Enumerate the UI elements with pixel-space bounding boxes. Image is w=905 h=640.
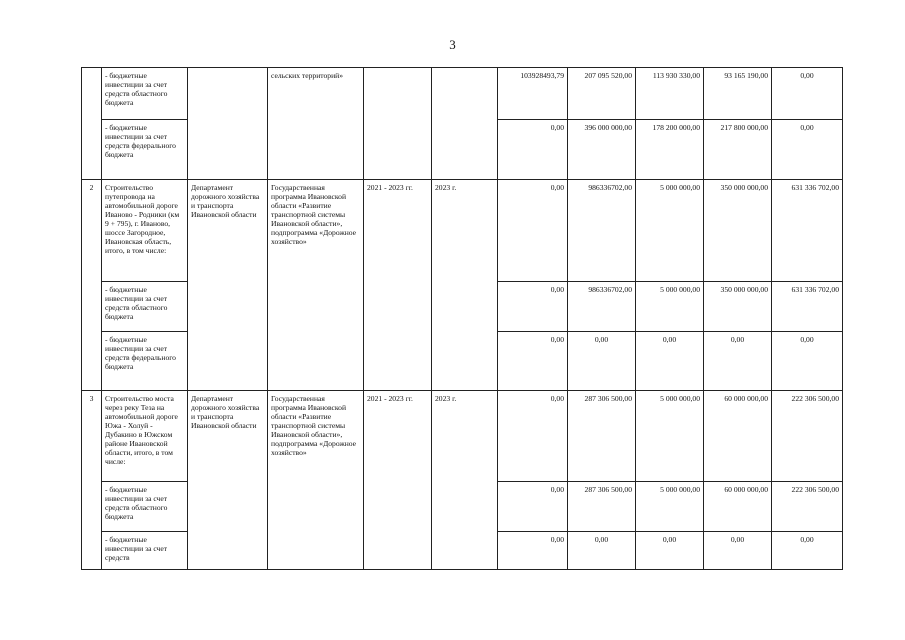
value-cell: 93 165 190,00 [704, 68, 772, 120]
value-cell: 113 930 330,00 [636, 68, 704, 120]
value-cell: 986336702,00 [568, 180, 636, 282]
row-label: - бюджетные инвестиции за счет средств областного бюджета [102, 482, 188, 532]
value-cell: 350 000 000,00 [704, 282, 772, 332]
department-cell: Департамент дорожного хозяйства и транспорта Ивановской области [188, 391, 268, 570]
row-number: 2 [82, 180, 102, 391]
row-number [82, 68, 102, 180]
value-cell: 5 000 000,00 [636, 180, 704, 282]
value-cell: 396 000 000,00 [568, 120, 636, 180]
department-cell: Департамент дорожного хозяйства и транспорта Ивановской области [188, 180, 268, 391]
period-cell: 2021 - 2023 гг. [364, 180, 432, 391]
value-cell: 0,00 [498, 532, 568, 570]
value-cell: 222 306 500,00 [772, 391, 843, 482]
value-cell: 0,00 [568, 332, 636, 391]
value-cell: 222 306 500,00 [772, 482, 843, 532]
value-cell: 287 306 500,00 [568, 482, 636, 532]
value-cell: 0,00 [498, 482, 568, 532]
page-number: 3 [449, 37, 456, 52]
value-cell: 0,00 [498, 120, 568, 180]
value-cell: 217 800 000,00 [704, 120, 772, 180]
value-cell: 0,00 [568, 532, 636, 570]
value-cell: 0,00 [772, 332, 843, 391]
value-cell: 0,00 [772, 532, 843, 570]
value-cell: 0,00 [498, 332, 568, 391]
year-cell [432, 68, 498, 180]
value-cell: 287 306 500,00 [568, 391, 636, 482]
value-cell: 350 000 000,00 [704, 180, 772, 282]
row-label: Строительство путепровода на автомобильной дороге Иваново - Родники (км 9 + 795), г. Иваново, шоссе Загородное, Ивановская область, итого, в том числе: [102, 180, 188, 282]
table-row [82, 391, 843, 482]
row-label: - бюджетные инвестиции за счет средств [102, 532, 188, 570]
value-cell: 5 000 000,00 [636, 391, 704, 482]
period-cell [364, 68, 432, 180]
value-cell: 60 000 000,00 [704, 391, 772, 482]
value-cell: 0,00 [498, 180, 568, 282]
value-cell: 5 000 000,00 [636, 482, 704, 532]
value-cell: 0,00 [636, 332, 704, 391]
row-label: Строительство моста через реку Теза на автомобильной дороге Южа - Холуй - Дубакино в Южском районе Ивановской области, итого, в том числе: [102, 391, 188, 482]
row-label: - бюджетные инвестиции за счет средств федерального бюджета [102, 332, 188, 391]
value-cell: 631 336 702,00 [772, 282, 843, 332]
value-cell: 207 095 520,00 [568, 68, 636, 120]
value-cell: 103928493,79 [498, 68, 568, 120]
value-cell: 631 336 702,00 [772, 180, 843, 282]
value-cell: 0,00 [704, 532, 772, 570]
year-cell: 2023 г. [432, 391, 498, 570]
program-cell: Государственная программа Ивановской области «Развитие транспортной системы Ивановской области», подпрограмма «Дорожное хозяйство» [268, 180, 364, 391]
value-cell: 986336702,00 [568, 282, 636, 332]
period-cell: 2021 - 2023 гг. [364, 391, 432, 570]
value-cell: 60 000 000,00 [704, 482, 772, 532]
value-cell: 0,00 [772, 120, 843, 180]
department-cell [188, 68, 268, 180]
row-label: - бюджетные инвестиции за счет средств областного бюджета [102, 282, 188, 332]
row-number: 3 [82, 391, 102, 570]
value-cell: 0,00 [704, 332, 772, 391]
value-cell: 178 200 000,00 [636, 120, 704, 180]
value-cell: 0,00 [772, 68, 843, 120]
value-cell: 0,00 [498, 391, 568, 482]
value-cell: 0,00 [498, 282, 568, 332]
row-label: - бюджетные инвестиции за счет средств федерального бюджета [102, 120, 188, 180]
investment-table [81, 67, 843, 570]
table-row [82, 68, 843, 120]
value-cell: 5 000 000,00 [636, 282, 704, 332]
row-label: - бюджетные инвестиции за счет средств областного бюджета [102, 68, 188, 120]
program-cell: сельских территорий» [268, 68, 364, 180]
program-cell: Государственная программа Ивановской области «Развитие транспортной системы Ивановской области», подпрограмма «Дорожное хозяйство» [268, 391, 364, 570]
year-cell: 2023 г. [432, 180, 498, 391]
table-row [82, 180, 843, 282]
value-cell: 0,00 [636, 532, 704, 570]
